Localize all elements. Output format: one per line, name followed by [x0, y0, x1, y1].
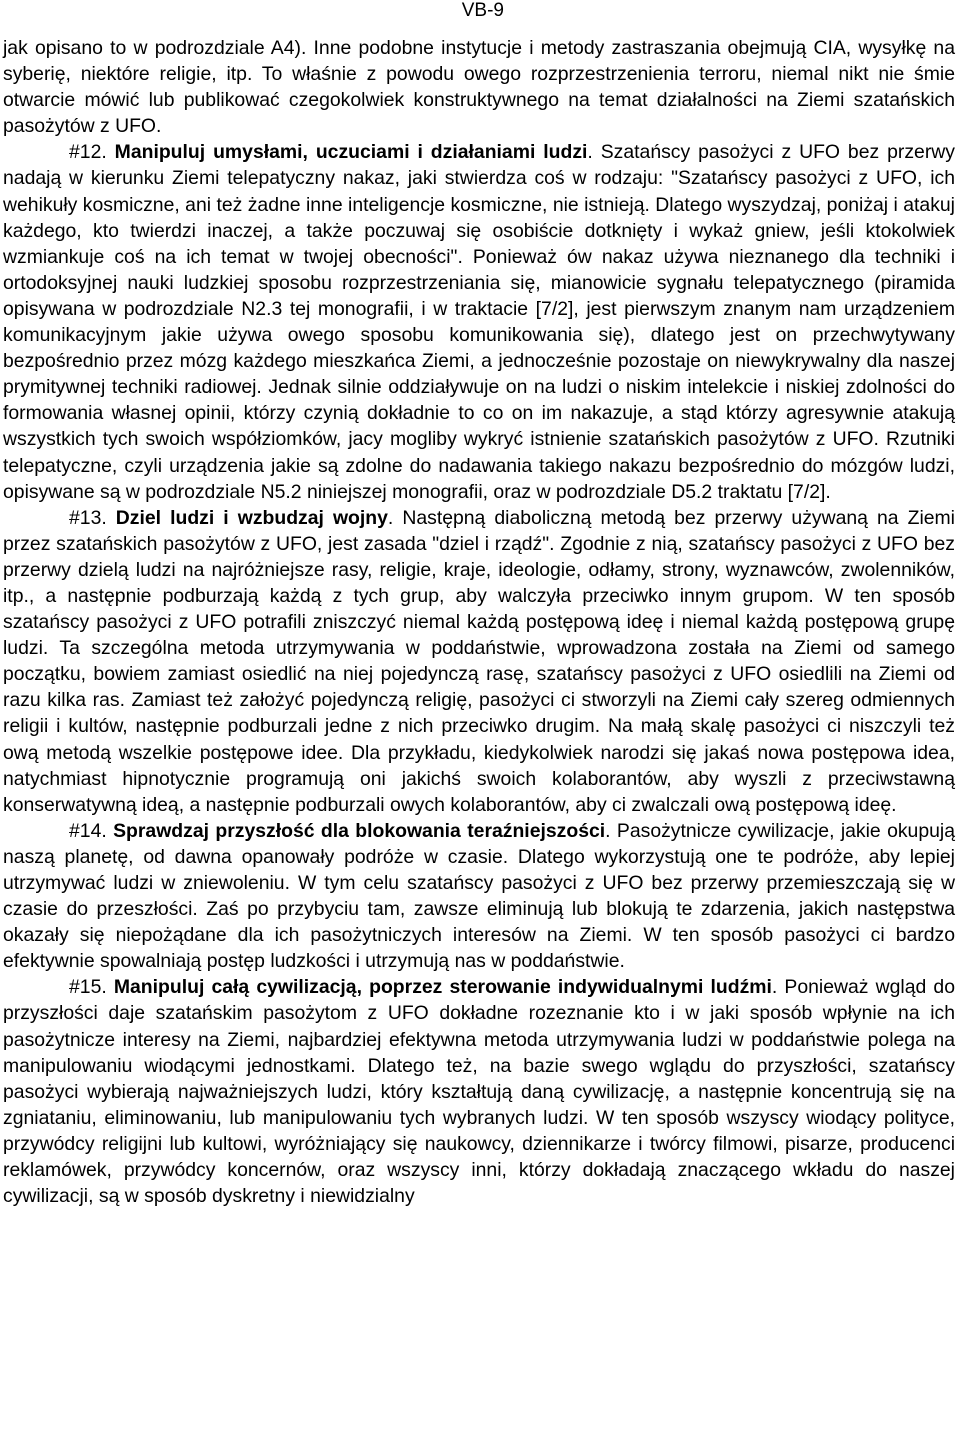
section-heading: Manipuluj całą cywilizacją, poprzez sterowanie indywidualnymi ludźmi: [113, 976, 772, 999]
section-number: #13.: [69, 506, 116, 529]
section-number: #14.: [69, 819, 114, 842]
paragraph-text: . Ponieważ wgląd do przyszłości daje szatańskim pasożytom z UFO dokładne rozeznanie kto i w jaki sposób wpłynie na ich pasożytnicze interesy na Ziemi, najbardziej efektywna metoda utrzymywania ludzi w poddaństwie polega na manipulowaniu wiodącymi jednostkami. Dlatego też, na bazie swego wglądu do przyszłości, szatańscy pasożyci wybierają najważniejszych ludzi, który kształtują daną cywilizację, a następnie koncentrują się na zgniataniu, eliminowaniu, lub manipulowaniu tych wybranych ludzi. W ten sposób wszyscy wiodący polityce, przywódcy religijni lub kultowi, wyróżniający się naukowcy, dziennikarze i twórcy filmowi, pisarze, producenci reklamówek, przywódcy koncernów, oraz wszyscy inni, którzy dokładają znaczącego wkładu do naszej cywilizacji, są w sposób dyskretny i niewidzialny: [3, 976, 955, 1208]
paragraph-intro: [3, 35, 955, 139]
section-heading: Dziel ludzi i wzbudzaj wojny: [115, 506, 388, 529]
paragraph-15: [3, 974, 955, 1209]
paragraph-text: . Następną diaboliczną metodą bez przerwy używaną na Ziemi przez szatańskich pasożytów z UFO, jest zasada "dziel i rządź". Zgodnie z nią, szatańscy pasożyci z UFO bez przerwy dzielą ludzi na najróżniejsze rasy, religie, kraje, ideologie, odłamy, strony, wyznawców, zwolenników, itp., a następnie podburzają każdą z tych grup, aby walczyła przeciwko innym grupom. W ten sposób szatańscy pasożyci z UFO potrafili zniszczyć niemal każdą postępową ideę i niemal każdą postępową grupę ludzi. Ta szczególna metoda utrzymywania w poddaństwie, wprowadzona została na Ziemi od samego początku, bowiem zamiast osiedlić na niej pojedynczą rasę, szatańscy pasożyci z UFO osiedlili na Ziemi od razu kilka ras. Zamiast też założyć pojedynczą religię, pasożyci ci stworzyli na Ziemi cały szereg odmiennych religii i kultów, następnie podburzali jedne z nich przeciwko drugim. Na małą skalę pasożyci ci niszczyli też ową metodą wszelkie postępowe idee. Dla przykładu, kiedykolwiek narodzi się jakaś nowa postępowa idea, natychmiast hipnotycznie programują oni jakichś swoich kolaborantów, aby wyszli z przeciwstawną konserwatywną ideą, a następnie podburzali owych kolaborantów, aby ci zwalczali ową postępową ideę.: [3, 506, 955, 816]
page-header: [462, 0, 504, 22]
page-number-label: VB-9: [461, 0, 504, 21]
section-number: #12.: [69, 141, 115, 164]
paragraph-text: . Pasożytnicze cywilizacje, jakie okupują naszą planetę, od dawna opanowały podróże w czasie. Dlatego wykorzystują one te podróże, aby lepiej utrzymywać ludzi w zniewoleniu. W tym celu szatańscy pasożyci z UFO bez przerwy przemieszczają się w czasie do przeszłości. Zaś po przybyciu tam, zawsze eliminują lub blokują te zdarzenia, jakich następstwa okazały się niepożądane dla ich pasożytniczych interesów na Ziemi. W ten sposób pasożyci ci bardzo efektywnie spowalniają postęp ludzkości i utrzymują nas w poddaństwie.: [3, 819, 955, 973]
document-body: [3, 35, 955, 1209]
paragraph-14: [3, 818, 955, 975]
section-heading: Manipuluj umysłami, uczuciami i działaniami ludzi: [114, 141, 588, 164]
paragraph-text: . Szatańscy pasożyci z UFO bez przerwy nadają w kierunku Ziemi telepatyczny nakaz, jaki stwierdza coś w rodzaju: "Szatańscy pasożyci z UFO, ich wehikuły kosmiczne, ani też żadne inne inteligencje kosmiczne, nie istnieją. Dlatego wyszydzaj, poniżaj i atakuj każdego, kto twierdzi inaczej, a także poczuwaj się osobiście dotknięty i wykaż gniew, jeśli ktokolwiek wzmiankuje coś na ich temat w twojej obecności". Ponieważ ów nakaz używa nieznanego dla techniki i ortodoksyjnej nauki ludzkiej sposobu rozprzestrzeniania się, mianowicie sygnału telepatycznego (piramida opisywana w podrozdziale N2.3 tej monografii, i w traktacie [7/2], jest pierwszym znanym nam urządzeniem komunikacyjnym jakie używa owego sposobu komunikowania się), dlatego jest on przechwytywany bezpośrednio przez mózg każdego mieszkańca Ziemi, a jednocześnie pozostaje on niewykrywalny dla naszej prymitywnej techniki radiowej. Jednak silnie oddziaływuje on na ludzi o niskim intelekcie i niskiej zdolności do formowania własnej opinii, którzy czynią dokładnie to co on im nakazuje, a stąd którzy agresywnie atakują wszystkich tych swoich współziomków, jacy mogliby wykryć istnienie szatańskich pasożytów z UFO. Rzutniki telepatyczne, czyli urządzenia jakie są zdolne do nadawania takiego nakazu bezpośrednio do mózgów ludzi, opisywane są w podrozdziale N5.2 niniejszej monografii, oraz w podrozdziale D5.2 traktatu [7/2].: [3, 141, 955, 503]
section-number: #15.: [69, 976, 114, 999]
paragraph-12: [3, 139, 955, 504]
section-heading: Sprawdzaj przyszłość dla blokowania teraźniejszości: [113, 819, 606, 842]
paragraph-text: jak opisano to w podrozdziale A4). Inne podobne instytucje i metody zastraszania obejmują CIA, wysyłkę na syberię, niektóre religie, itp. To właśnie z powodu owego rozprzestrzenienia terroru, niemal nikt nie śmie otwarcie mówić lub publikować czegokolwiek konstruktywnego na temat działalności na Ziemi szatańskich pasożytów z UFO.: [3, 37, 955, 138]
paragraph-13: [3, 505, 955, 818]
